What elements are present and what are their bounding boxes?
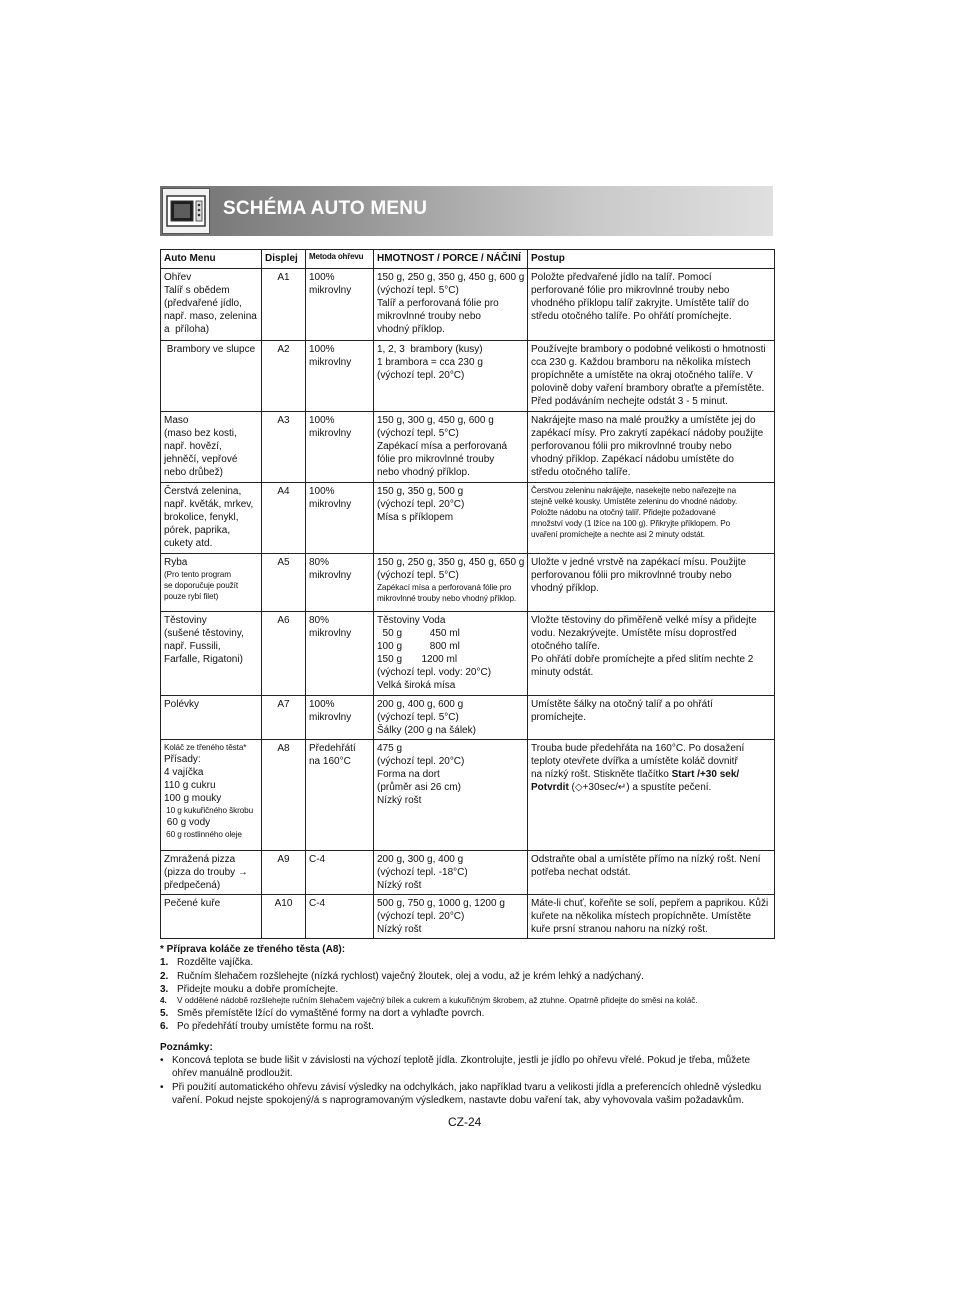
- header-weight: HMOTNOST / PORCE / NÁČINÍ: [374, 250, 528, 269]
- cell-procedure: [528, 483, 775, 554]
- cell-line: 60 g vody: [164, 817, 211, 829]
- step-number: 3.: [160, 983, 169, 995]
- cell-line: (výchozí tepl. -18°C): [377, 867, 468, 878]
- cell-line: mikrovlny: [309, 499, 352, 510]
- cell-line: 60 g rostlinného oleje: [164, 830, 242, 840]
- cell-line: 500 g, 750 g, 1000 g, 1200 g: [377, 898, 505, 909]
- cell-line: mikrovlny: [309, 285, 352, 296]
- cell-line: 4 vajíčka: [164, 767, 204, 779]
- cell-line: cukety atd.: [164, 538, 213, 549]
- cell-line: (výchozí tepl. 5°C): [377, 428, 459, 439]
- start-symbol-icon: (◇+30sec/↵): [568, 782, 630, 793]
- cell-method: [306, 696, 374, 740]
- cell-line: Maso: [164, 415, 189, 426]
- cell-display: A2: [262, 341, 306, 412]
- cell-line: 150 g 1200 ml: [377, 654, 458, 665]
- cell-line: mikrovlny: [309, 570, 352, 581]
- cell-line: Nakrájejte maso na malé proužky a umístěte jej do: [531, 415, 756, 426]
- cell-method: [306, 554, 374, 612]
- cell-line: brokolice, fenykl,: [164, 512, 239, 523]
- cell-line: vhodný příklop.: [377, 324, 445, 335]
- table-row: [161, 696, 775, 740]
- cell-text: a spustíte pečení.: [629, 782, 712, 793]
- cell-line: pouze rybí filet): [164, 592, 219, 602]
- cell-auto-menu: [161, 740, 262, 851]
- cell-line: Odstraňte obal a umístěte přímo na nízký rošt. Není: [531, 854, 761, 865]
- cell-line: mikrovlnné trouby nebo vhodný příklop.: [377, 594, 517, 604]
- cell-display: A10: [262, 895, 306, 939]
- step-text: Přidejte mouku a dobře promíchejte.: [177, 983, 339, 995]
- bullet-icon: •: [160, 1081, 164, 1093]
- cell-line: Ohřev: [164, 272, 192, 283]
- cell-line: (průměr asi 26 cm): [377, 782, 461, 793]
- table-row: [161, 612, 775, 696]
- cell-display: A9: [262, 851, 306, 895]
- cell-line: 475 g: [377, 743, 403, 754]
- cell-method: [306, 851, 374, 895]
- prep-step: [160, 970, 774, 983]
- cell-line: středu otočného talíře. Po ohřátí promíchejte.: [531, 311, 732, 322]
- table-row: [161, 895, 775, 939]
- cell-line: nebo drůbež): [164, 467, 223, 478]
- cell-line: C-4: [309, 898, 326, 909]
- table-row: [161, 554, 775, 612]
- cell-auto-menu: [161, 554, 262, 612]
- cell-line: předpečená): [164, 880, 221, 891]
- cell-line: např. Fussili,: [164, 641, 221, 652]
- cell-line: 110 g cukru: [164, 780, 216, 792]
- cell-line: Trouba bude předehřáta na 160°C. Po dosažení: [531, 743, 745, 754]
- cell-line: pórek, paprika,: [164, 525, 231, 536]
- table-row: [161, 740, 775, 851]
- cell-line: vhodný příklop. Zapékací nádobu umístěte do: [531, 454, 734, 465]
- cell-line: se doporučuje použít: [164, 581, 239, 591]
- cell-auto-menu: [161, 612, 262, 696]
- cell-line: Vložte těstoviny do přiměřeně velké mísy a přidejte: [531, 615, 757, 626]
- note-text: Při použití automatického ohřevu závisí výsledky na odchylkách, jako například tvaru a velikosti jídla a preferencích ohledně výsledku vaření. Pokud nejste spokojený/á s naprogramovaným výsledkem, nastavte dobu vaření tak, aby vyhovovala vašim požadavkům.: [172, 1081, 762, 1106]
- cell-line: 100 g mouky: [164, 793, 222, 805]
- cell-weight: [374, 341, 528, 412]
- cell-line: 200 g, 400 g, 600 g: [377, 699, 464, 710]
- auto-menu-table: [160, 249, 775, 939]
- cell-line: 50 g 450 ml: [377, 628, 460, 639]
- cell-line: vhodného příklopu talíř zakryjte. Umístěte talíř do: [531, 298, 749, 309]
- cell-line: Předehřátí: [309, 743, 356, 754]
- cell-line: Zmražená pizza: [164, 854, 236, 865]
- cell-method: [306, 612, 374, 696]
- cell-line: C-4: [309, 854, 326, 865]
- cell-line: (výchozí tepl. 20°C): [377, 370, 465, 381]
- cell-line: potřeba nechat odstát.: [531, 867, 631, 878]
- cell-line: Zapékací mísa a perforovaná: [377, 441, 508, 452]
- cell-display: A5: [262, 554, 306, 612]
- cell-line: (Pro tento program: [164, 570, 231, 579]
- prep-step: [160, 956, 774, 969]
- cell-line: Pečené kuře: [164, 898, 221, 909]
- header-method: Metoda ohřevu: [306, 250, 374, 269]
- step-text: Rozdělte vajíčka.: [177, 957, 254, 969]
- cell-weight: [374, 483, 528, 554]
- cell-line: perforovanou fólii pro mikrovlnné trouby nebo: [531, 570, 732, 581]
- cell-method: [306, 412, 374, 483]
- cell-line: zapékací mísy. Pro zakrytí zapékací nádoby použijte: [531, 428, 764, 439]
- table-row: [161, 851, 775, 895]
- cell-line: (sušené těstoviny,: [164, 628, 244, 639]
- cell-auto-menu: [161, 895, 262, 939]
- cell-line: nebo vhodný příklop.: [377, 467, 470, 478]
- cell-line: Po ohřátí dobře promíchejte a před slitím nechte 2: [531, 654, 754, 665]
- step-text: Směs přemístěte lžící do vymaštěné formy na dort a vyhlaďte povrch.: [177, 1008, 485, 1020]
- cell-line: Zapékací mísa a perforovaná fólie pro: [377, 583, 512, 592]
- cell-line: cca 230 g. Každou bramboru na několika místech: [531, 357, 751, 368]
- note-text: Koncová teplota se bude lišit v závislosti na výchozí teplotě jídla. Zkontrolujte, jestli je jídlo po ohřevu vřelé. Pokud je třeba, můžete ohřev manuálně prodloužit.: [172, 1054, 751, 1080]
- header-procedure: Postup: [528, 250, 775, 269]
- step-number: 6.: [160, 1021, 169, 1033]
- cell-display: A4: [262, 483, 306, 554]
- cell-procedure: [528, 269, 775, 341]
- table-header-row: [161, 250, 775, 269]
- cell-line: (výchozí tepl. 20°C): [377, 756, 465, 767]
- cell-line: [531, 768, 771, 781]
- cell-line: 150 g, 300 g, 450 g, 600 g: [377, 415, 494, 426]
- step-number: 4.: [160, 996, 167, 1006]
- cell-line: a příloha): [164, 324, 210, 335]
- cell-method: [306, 740, 374, 851]
- cell-line: např. květák, mrkev,: [164, 499, 254, 510]
- cell-line: Nízký rošt: [377, 795, 422, 806]
- step-text: Ručním šlehačem rozšlehejte (nízká rychlost) vaječný žloutek, olej a vodu, až je krém lehký a nadýchaný.: [177, 970, 644, 982]
- cell-text: na nízký rošt. Stiskněte tlačítko: [531, 769, 672, 780]
- cell-method: [306, 341, 374, 412]
- cell-line: 100%: [309, 699, 335, 710]
- cell-line: [531, 781, 771, 794]
- prep-steps: [160, 956, 774, 1033]
- cell-line: Uložte v jedné vrstvě na zapékací mísu. Použijte: [531, 557, 747, 568]
- cell-line: 150 g, 250 g, 350 g, 450 g, 600 g: [377, 272, 525, 283]
- cell-line: Ryba: [164, 557, 188, 568]
- microwave-icon: [162, 188, 210, 234]
- cell-auto-menu: [161, 483, 262, 554]
- cell-line: 10 g kukuřičného škrobu: [164, 806, 254, 816]
- cell-line: vodu. Nezakrývejte. Umístěte mísu doprostřed: [531, 628, 737, 639]
- cell-procedure: [528, 895, 775, 939]
- cell-auto-menu: [161, 269, 262, 341]
- cell-line: (předvařené jídlo,: [164, 298, 242, 309]
- cell-line: 1, 2, 3 brambory (kusy): [377, 344, 483, 355]
- cell-line: jehněčí, vepřové: [164, 454, 238, 465]
- cell-line: množství vody (1 lžíce na 100 g). Přikryjte příklopem. Po: [531, 519, 731, 529]
- start-button-label: Start /+30 sek/: [671, 769, 740, 780]
- cell-weight: [374, 612, 528, 696]
- note-item: [160, 1081, 774, 1108]
- cell-line: (maso bez kosti,: [164, 428, 237, 439]
- cell-line: 100%: [309, 344, 335, 355]
- cell-line: (výchozí tepl. 5°C): [377, 712, 459, 723]
- cell-line: 80%: [309, 615, 330, 626]
- cell-weight: [374, 554, 528, 612]
- cell-line: teploty otevřete dvířka a umístěte koláč dovnitř: [531, 756, 738, 767]
- confirm-button-label: Potvrdit: [531, 782, 569, 793]
- cell-procedure: [528, 740, 775, 851]
- cell-line: Šálky (200 g na šálek): [377, 725, 476, 736]
- cell-line: 100%: [309, 486, 335, 497]
- header-auto-menu: Auto Menu: [161, 250, 262, 269]
- cell-line: minuty odstát.: [531, 667, 594, 678]
- prep-step: [160, 1020, 774, 1033]
- cell-weight: [374, 269, 528, 341]
- cell-auto-menu: [161, 341, 262, 412]
- cell-line: 200 g, 300 g, 400 g: [377, 854, 464, 865]
- bullet-icon: •: [160, 1054, 164, 1066]
- cell-procedure: [528, 554, 775, 612]
- cell-line: 150 g, 350 g, 500 g: [377, 486, 464, 497]
- cell-line: Položte předvařené jídlo na talíř. Pomocí: [531, 272, 712, 283]
- header-display: Displej: [262, 250, 306, 269]
- cell-line: Těstoviny Voda: [377, 615, 446, 626]
- cell-line: fólie pro mikrovlnné trouby: [377, 454, 495, 465]
- cell-line: kuřete na několika místech propíchněte. Umístěte: [531, 911, 752, 922]
- step-text: Po předehřátí trouby umístěte formu na rošt.: [177, 1021, 374, 1033]
- cell-line: Polévky: [164, 699, 200, 710]
- cell-line: Koláč ze třeného těsta*: [164, 743, 247, 752]
- cell-line: Farfalle, Rigatoni): [164, 654, 243, 665]
- cell-line: mikrovlny: [309, 428, 352, 439]
- cell-line: Čerstvá zelenina,: [164, 486, 242, 497]
- cell-line: 150 g, 250 g, 350 g, 450 g, 650 g: [377, 557, 525, 568]
- cell-line: Těstoviny: [164, 615, 207, 626]
- cell-line: propíchněte a umístěte na okraj otočného talíře. V: [531, 370, 753, 381]
- notes-section: [160, 943, 774, 1107]
- cell-line: uvaření promíchejte a nechte asi 2 minuty odstát.: [531, 530, 705, 540]
- cell-line: polovině doby vaření brambory obraťte a přemístěte.: [531, 383, 765, 394]
- cell-auto-menu: [161, 696, 262, 740]
- note-item: [160, 1054, 774, 1081]
- cell-line: 80%: [309, 557, 330, 568]
- cell-method: [306, 269, 374, 341]
- cell-line: Brambory ve slupce: [164, 344, 256, 355]
- cell-display: A3: [262, 412, 306, 483]
- cell-line: Talíř s obědem: [164, 285, 230, 296]
- cell-line: 100%: [309, 415, 335, 426]
- cell-method: [306, 895, 374, 939]
- cell-line: Čerstvou zeleninu nakrájejte, nasekejte nebo nařezejte na: [531, 486, 737, 495]
- cell-line: Talíř a perforovaná fólie pro: [377, 298, 499, 309]
- cell-line: na 160°C: [309, 756, 351, 767]
- cell-line: Položte nádobu na otočný talíř. Přidejte požadované: [531, 508, 716, 518]
- cell-line: mikrovlny: [309, 712, 352, 723]
- step-number: 5.: [160, 1008, 169, 1020]
- table-row: [161, 483, 775, 554]
- cell-weight: [374, 696, 528, 740]
- cell-line: Používejte brambory o podobné velikosti o hmotnosti: [531, 344, 766, 355]
- cell-line: Nízký rošt: [377, 880, 422, 891]
- cell-procedure: [528, 851, 775, 895]
- cell-line: Před podáváním nechejte odstát 3 - 5 minut.: [531, 396, 728, 407]
- notes-bullets: [160, 1054, 774, 1107]
- cell-line: promíchejte.: [531, 712, 587, 723]
- page-number: CZ-24: [448, 1115, 482, 1129]
- cell-line: 100 g 800 ml: [377, 641, 460, 652]
- page-title: SCHÉMA AUTO MENU: [223, 198, 428, 219]
- cell-auto-menu: [161, 851, 262, 895]
- prep-step: [160, 1007, 774, 1020]
- cell-line: středu otočného talíře.: [531, 467, 631, 478]
- prep-title: * Příprava koláče ze třeného těsta (A8):: [160, 944, 346, 955]
- cell-weight: [374, 740, 528, 851]
- cell-line: Mísa s příklopem: [377, 512, 454, 523]
- cell-display: A7: [262, 696, 306, 740]
- cell-line: mikrovlnné trouby nebo: [377, 311, 481, 322]
- table-row: [161, 269, 775, 341]
- cell-weight: [374, 412, 528, 483]
- table-body: [161, 269, 775, 939]
- cell-line: mikrovlny: [309, 628, 352, 639]
- cell-line: Forma na dort: [377, 769, 440, 780]
- cell-line: např. maso, zelenina: [164, 311, 257, 322]
- cell-line: Umístěte šálky na otočný talíř a po ohřátí: [531, 699, 713, 710]
- cell-line: (výchozí tepl. 20°C): [377, 911, 465, 922]
- cell-line: vhodný příklop.: [531, 583, 599, 594]
- cell-line: 1 brambora = cca 230 g: [377, 357, 483, 368]
- cell-line: (výchozí tepl. 5°C): [377, 570, 459, 581]
- cell-display: A8: [262, 740, 306, 851]
- cell-procedure: [528, 696, 775, 740]
- cell-line: Máte-li chuť, kořeňte se solí, pepřem a paprikou. Kůži: [531, 898, 769, 909]
- notes-title: Poznámky:: [160, 1041, 213, 1053]
- step-number: 2.: [160, 970, 169, 982]
- step-number: 1.: [160, 957, 169, 969]
- cell-auto-menu: [161, 412, 262, 483]
- cell-procedure: [528, 412, 775, 483]
- cell-line: Přísady:: [164, 754, 201, 766]
- table-row: [161, 412, 775, 483]
- cell-display: A6: [262, 612, 306, 696]
- cell-weight: [374, 851, 528, 895]
- cell-method: [306, 483, 374, 554]
- cell-line: např. hovězí,: [164, 441, 222, 452]
- cell-line: mikrovlny: [309, 357, 352, 368]
- step-text: V oddělené nádobě rozšlehejte ručním šlehačem vaječný bílek a cukrem a kukuřičným škrobem, až ztuhne. Opatrně přidejte do směsi na koláč.: [177, 996, 698, 1006]
- cell-weight: [374, 895, 528, 939]
- table-row: [161, 341, 775, 412]
- cell-line: perforované fólie pro mikrovlnné trouby nebo: [531, 285, 730, 296]
- cell-line: 100%: [309, 272, 335, 283]
- cell-line: otočného talíře.: [531, 641, 600, 652]
- cell-line: (výchozí tepl. 20°C): [377, 499, 465, 510]
- cell-display: A1: [262, 269, 306, 341]
- cell-line: (výchozí tepl. vody: 20°C): [377, 667, 492, 678]
- section-header: [160, 186, 773, 236]
- cell-line: (výchozí tepl. 5°C): [377, 285, 459, 296]
- cell-line: kuře prsní stranou nahoru na nízký rošt.: [531, 924, 708, 935]
- cell-line: stejně velké kousky. Umístěte zeleninu do vhodné nádoby.: [531, 497, 738, 507]
- cell-procedure: [528, 612, 775, 696]
- prep-step: [160, 996, 774, 1007]
- cell-procedure: [528, 341, 775, 412]
- cell-line: Nízký rošt: [377, 924, 422, 935]
- cell-line: perforovanou fólii pro mikrovlnné trouby nebo: [531, 441, 732, 452]
- cell-line: Velká široká mísa: [377, 680, 456, 691]
- prep-step: [160, 983, 774, 996]
- cell-line: (pizza do trouby →: [164, 867, 248, 878]
